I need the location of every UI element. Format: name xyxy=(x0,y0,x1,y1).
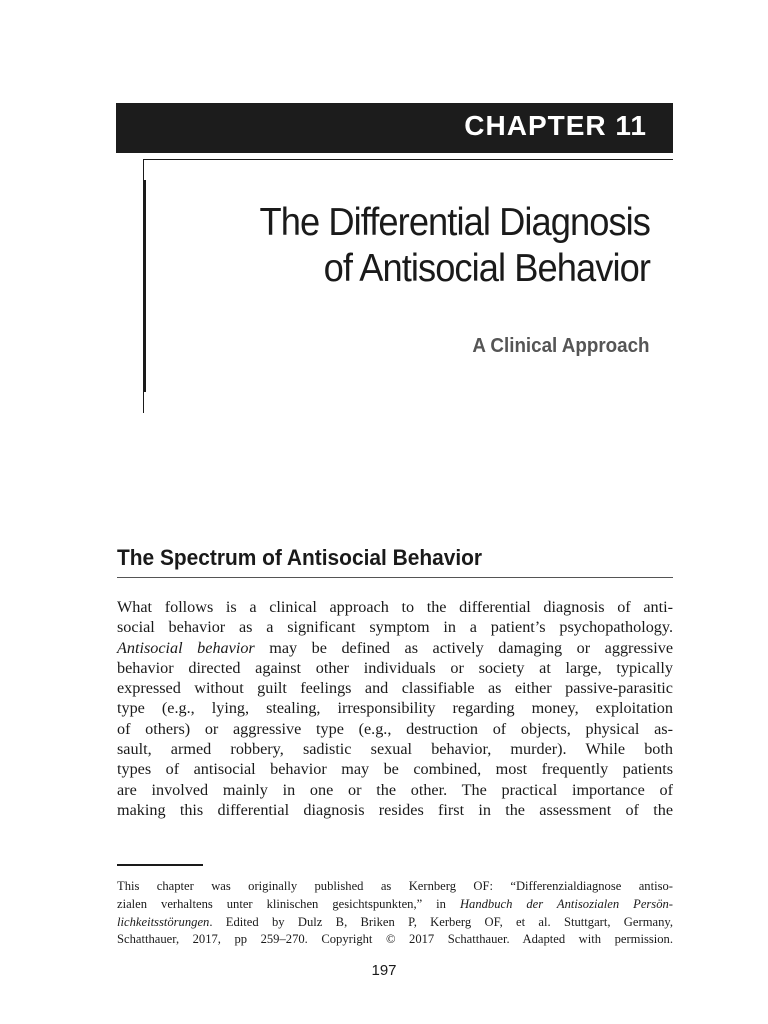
text-run: are involved mainly in one or the other. The practical importance of xyxy=(117,780,673,799)
title-frame-top-rule xyxy=(143,159,673,160)
text-run: zialen verhaltens unter klinischen gesichtspunkten,” in xyxy=(117,896,460,911)
body-line xyxy=(117,638,673,658)
text-run: may be defined as actively damaging or aggressive xyxy=(254,638,674,657)
footnote-rule xyxy=(117,864,203,866)
body-line xyxy=(117,597,673,617)
text-run: social behavior as a significant symptom in a patient’s psychopathology. xyxy=(117,618,673,637)
body-line xyxy=(117,617,673,637)
section-heading: The Spectrum of Antisocial Behavior xyxy=(117,545,483,570)
page-number: 197 xyxy=(371,962,397,979)
body-line xyxy=(117,658,673,678)
text-run: sault, armed robbery, sadistic sexual behavior, murder). While both xyxy=(117,740,673,759)
chapter-title xyxy=(166,200,650,292)
body-line xyxy=(117,759,673,779)
footnote xyxy=(117,878,673,949)
text-run: What follows is a clinical approach to the differential diagnosis of anti- xyxy=(117,598,673,616)
italic-text: lichkeitsstörungen xyxy=(117,914,210,929)
text-run: Schatthauer, 2017, pp 259–270. Copyright © 2017 Schatthauer. Adapted with permission. xyxy=(117,932,673,947)
text-run: expressed without guilt feelings and classifiable as either passive-parasitic xyxy=(117,679,673,698)
body-line xyxy=(117,678,673,698)
body-line xyxy=(117,780,673,800)
body-line xyxy=(117,739,673,759)
text-run: . Edited by Dulz B, Briken P, Kerberg OF, et al. Stuttgart, Germany, xyxy=(209,914,673,929)
text-run: types of antisocial behavior may be combined, most frequently patients xyxy=(117,760,673,779)
text-run: of others) or aggressive type (e.g., destruction of objects, physical as- xyxy=(117,719,673,738)
italic-text: Handbuch der Antisozialen Persön- xyxy=(459,896,673,911)
section-heading-rule xyxy=(117,577,673,578)
footnote-line xyxy=(117,878,673,896)
body-paragraph xyxy=(117,597,673,820)
text-run: type (e.g., lying, stealing, irresponsibility regarding money, exploitation xyxy=(117,699,673,718)
footnote-line xyxy=(117,896,673,914)
chapter-subtitle: A Clinical Approach xyxy=(472,335,650,357)
footnote-line xyxy=(117,914,673,932)
text-run: making this differential diagnosis resides first in the assessment of the xyxy=(117,800,673,819)
body-line xyxy=(117,719,673,739)
footnote-line xyxy=(117,931,673,949)
chapter-title-line: The Differential Diagnosis xyxy=(259,201,650,244)
text-run: This chapter was originally published as Kernberg OF: “Differenzialdiagnose antiso- xyxy=(117,879,673,893)
body-line xyxy=(117,698,673,718)
chapter-banner xyxy=(116,103,673,153)
title-frame-left-bar xyxy=(143,180,146,392)
chapter-title-line: of Antisocial Behavior xyxy=(323,247,650,290)
text-run: behavior directed against other individuals or society at large, typically xyxy=(117,658,673,677)
italic-text: Antisocial behavior xyxy=(117,638,255,657)
body-line xyxy=(117,800,673,820)
chapter-label: CHAPTER 11 xyxy=(464,110,647,141)
